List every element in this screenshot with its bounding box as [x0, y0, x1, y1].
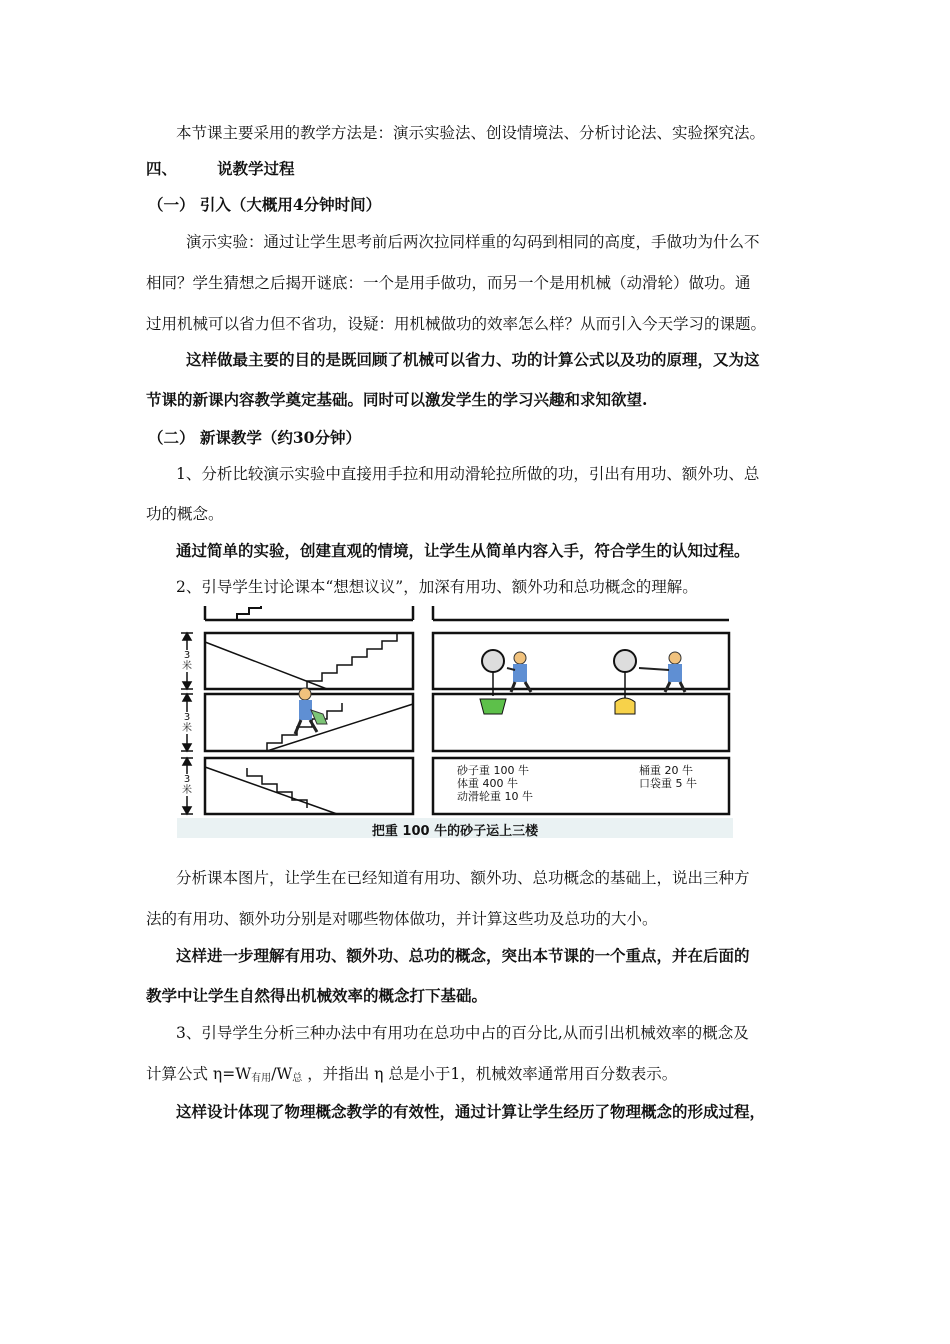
section-heading-4 — [146, 159, 808, 179]
paragraph-efficiency-line1: 3、引导学生分析三种办法中有用功在总功中占的百分比,从而引出机械效率的概念及 — [176, 1024, 749, 1042]
paragraph-demo-line3: 过用机械可以省力但不省功，设疑：用机械做功的效率怎么样？从而引入今天学习的课题。 — [146, 315, 767, 333]
paragraph-demo-line1: 演示实验：通过让学生思考前后两次拉同样重的勾码到相同的高度，手做功为什么不 — [186, 233, 760, 251]
paragraph-analysis-line1: 分析课本图片，让学生在已经知道有用功、额外功、总功概念的基础上，说出三种方 — [176, 869, 750, 887]
formula-part1: 计算公式 η=W — [146, 1065, 252, 1083]
section-number: 四、 — [146, 159, 178, 178]
bold-paragraph-4: 这样设计体现了物理概念教学的有效性，通过计算让学生经历了物理概念的形成过程， — [176, 1102, 766, 1121]
figure-illustration — [177, 606, 733, 838]
floor-label-3: 3米 — [179, 774, 195, 796]
formula-part3: ，并指出 η 总是小于1，机械效率通常用百分数表示。 — [302, 1065, 678, 1083]
figure-notes-left — [457, 764, 533, 803]
textbook-figure — [177, 606, 733, 838]
formula-sub-useful: 有用 — [251, 1073, 272, 1084]
paragraph-concept-line2: 功的概念。 — [146, 505, 224, 523]
bold-paragraph-3-line2: 教学中让学生自然得出机械效率的概念打下基础。 — [146, 986, 488, 1005]
paragraph-discussion: 2、引导学生讨论课本“想想议议”，加深有用功、额外功和总功概念的理解。 — [176, 578, 698, 596]
paragraph-concept-line1: 1、分析比较演示实验中直接用手拉和用动滑轮拉所做的功，引出有用功、额外功、总 — [176, 465, 760, 483]
bold-paragraph-1-line2: 节课的新课内容教学奠定基础。同时可以激发学生的学习兴趣和求知欲望. — [146, 390, 648, 409]
figure-caption: 把重 100 牛的砂子运上三楼 — [371, 824, 539, 839]
section-title: 说教学过程 — [217, 159, 295, 178]
subsection-heading-2: （二） 新课教学（约30分钟） — [148, 428, 361, 447]
note-pulley-weight: 动滑轮重 10 牛 — [457, 790, 533, 803]
paragraph-efficiency-line2 — [146, 1064, 808, 1089]
paragraph-teaching-methods: 本节课主要采用的教学方法是：演示实验法、创设情境法、分析讨论法、实验探究法。 — [176, 124, 766, 142]
note-bucket-weight: 桶重 20 牛 — [639, 764, 693, 777]
bold-paragraph-3-line1: 这样进一步理解有用功、额外功、总功的概念，突出本节课的一个重点，并在后面的 — [176, 946, 750, 965]
paragraph-demo-line2: 相同？学生猜想之后揭开谜底：一个是用手做功，而另一个是用机械（动滑轮）做功。通 — [146, 274, 751, 292]
bold-paragraph-2: 通过简单的实验，创建直观的情境，让学生从简单内容入手，符合学生的认知过程。 — [176, 541, 750, 560]
figure-notes-right — [639, 764, 697, 790]
subsection-heading-1: （一） 引入（大概用4分钟时间） — [148, 195, 382, 214]
floor-label-1: 3米 — [179, 650, 195, 672]
note-sand-weight: 砂子重 100 牛 — [457, 764, 529, 777]
formula-part2: /W — [271, 1065, 293, 1083]
note-bag-weight: 口袋重 5 牛 — [639, 777, 697, 790]
floor-label-2: 3米 — [179, 712, 195, 734]
note-body-weight: 体重 400 牛 — [457, 777, 518, 790]
paragraph-analysis-line2: 法的有用功、额外功分别是对哪些物体做功，并计算这些功及总功的大小。 — [146, 910, 658, 928]
formula-sub-total: 总 — [292, 1073, 303, 1084]
bold-paragraph-1-line1: 这样做最主要的目的是既回顾了机械可以省力、功的计算公式以及功的原理，又为这 — [186, 350, 760, 369]
